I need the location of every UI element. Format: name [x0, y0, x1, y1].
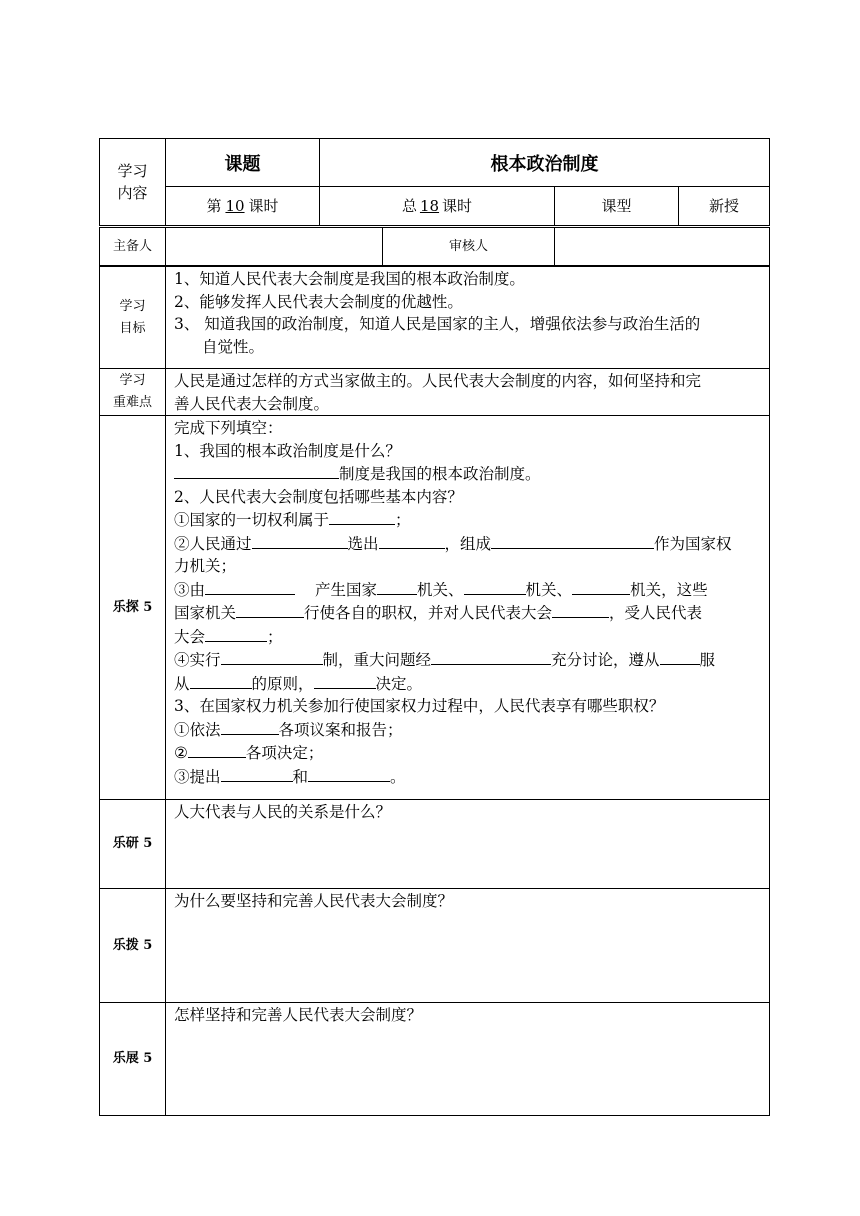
blank-field[interactable]: [205, 625, 267, 642]
lesson-number: 10: [225, 197, 245, 215]
research-question: 人大代表与人民的关系是什么？: [174, 803, 392, 821]
answer-2a-line: ①国家的一切权利属于 ；: [174, 508, 769, 532]
goals-label-line2: 目标: [119, 320, 146, 336]
reviewer-label-cell: [382, 227, 555, 266]
answer-2c-line: ③由 产生国家 机关、 机关、 机关，这些: [174, 578, 769, 602]
keypoints-content-cell: [165, 368, 770, 416]
keypoints-label-cell: [99, 368, 166, 416]
blank-field[interactable]: [552, 601, 609, 618]
explore-intro: 完成下列填空：: [174, 419, 283, 437]
topic-title: 根本政治制度: [490, 153, 599, 175]
show-content-cell: [165, 1002, 770, 1116]
blank-field[interactable]: [205, 578, 295, 595]
blank-field[interactable]: [221, 648, 323, 665]
answer-2c-line2: 国家机关 行使各自的职权，并对人民代表大会 ，受人民代表: [174, 601, 769, 625]
lesson-prefix: 第: [206, 197, 222, 215]
research-label-cell: [99, 799, 166, 889]
study-content-label-cell: [99, 138, 166, 226]
keypoints-line-1: 人民是通过怎样的方式当家做主的。人民代表大会制度的内容，如何坚持和完: [174, 372, 702, 390]
goals-content-cell: [165, 266, 770, 369]
research-label: 乐研 5: [112, 836, 153, 851]
research-content-cell: [165, 799, 770, 889]
total-suffix: 课时: [442, 197, 473, 215]
blank-field[interactable]: [379, 532, 445, 549]
blank-field[interactable]: [377, 578, 417, 595]
topic-label-cell: [165, 138, 320, 187]
blank-field[interactable]: [314, 672, 376, 689]
goals-label-cell: [99, 266, 166, 369]
guide-label: 乐拨 5: [112, 937, 153, 953]
blank-field[interactable]: [190, 672, 252, 689]
show-question: 怎样坚持和完善人民代表大会制度？: [174, 1006, 423, 1024]
preparer-value-cell: [165, 227, 383, 266]
answer-2d-line2: 从 的原则， 决定。: [174, 672, 769, 696]
blank-field[interactable]: [491, 532, 654, 549]
goal-item-3-continued: 自觉性。: [202, 337, 265, 356]
explore-label-cell: [99, 415, 166, 800]
show-label-cell: [99, 1002, 166, 1116]
answer-2b-line2: 力机关；: [174, 557, 237, 575]
keypoints-label-line2: 重难点: [112, 395, 152, 410]
blank-field[interactable]: [660, 648, 700, 665]
reviewer-value-cell: [554, 227, 770, 266]
blank-field[interactable]: [174, 462, 339, 479]
answer-3b-line: ② 各项决定；: [174, 741, 769, 765]
answer-1-line: 制度是我国的根本政治制度。: [174, 462, 769, 486]
guide-question: 为什么要坚持和完善人民代表大会制度？: [174, 892, 454, 910]
answer-2d-line: ④实行 制，重大问题经 充分讨论，遵从 服: [174, 648, 769, 672]
topic-label: 课题: [224, 153, 261, 175]
question-2: 2、人民代表大会制度包括哪些基本内容？: [174, 487, 463, 506]
goal-item-1: 1、知道人民代表大会制度是我国的根本政治制度。: [174, 270, 525, 288]
type-value-cell: [678, 186, 770, 226]
blank-field[interactable]: [221, 718, 279, 735]
keypoints-line-2: 善人民代表大会制度。: [174, 394, 330, 413]
type-value: 新授: [708, 197, 739, 215]
goals-label-line1: 学习: [119, 298, 146, 314]
blank-field[interactable]: [464, 578, 526, 595]
show-label: 乐展 5: [112, 1051, 153, 1066]
blank-field[interactable]: [431, 648, 551, 665]
answer-3c-line: ③提出 和 。: [174, 765, 769, 789]
preparer-label: 主备人: [112, 238, 152, 254]
total-prefix: 总: [401, 197, 417, 215]
guide-label-cell: [99, 888, 166, 1003]
goal-item-3: 3、 知道我国的政治制度，知道人民是国家的主人，增强依法参与政治生活的: [174, 315, 701, 333]
answer-2b-line: ②人民通过 选出 ，组成 作为国家权: [174, 532, 769, 556]
total-number: 18: [419, 197, 440, 215]
reviewer-label: 审核人: [448, 238, 488, 254]
blank-field[interactable]: [308, 765, 390, 782]
lesson-number-cell: [165, 186, 320, 226]
blank-field[interactable]: [221, 765, 293, 782]
study-content-label-line2: 内容: [117, 184, 148, 202]
keypoints-label-line1: 学习: [119, 373, 146, 388]
question-3: 3、在国家权力机关参加行使国家权力过程中，人民代表享有哪些职权？: [174, 697, 665, 715]
answer-2c-line3: 大会 ；: [174, 625, 769, 649]
blank-field[interactable]: [188, 741, 246, 758]
guide-content-cell: [165, 888, 770, 1003]
type-label: 课型: [601, 197, 632, 215]
answer-3a-line: ①依法 各项议案和报告；: [174, 718, 769, 742]
blank-field[interactable]: [329, 508, 395, 525]
blank-field[interactable]: [236, 601, 304, 618]
total-lessons-cell: [319, 186, 555, 226]
question-1: 1、我国的根本政治制度是什么？: [174, 441, 401, 460]
topic-value-cell: [319, 138, 770, 187]
goal-item-2: 2、能够发挥人民代表大会制度的优越性。: [174, 292, 463, 311]
lesson-suffix: 课时: [248, 197, 279, 215]
blank-field[interactable]: [252, 532, 348, 549]
blank-field[interactable]: [572, 578, 630, 595]
explore-content-cell: [165, 415, 770, 800]
preparer-label-cell: [99, 227, 166, 266]
explore-label: 乐探 5: [112, 599, 153, 615]
study-content-label-line1: 学习: [117, 162, 148, 180]
type-label-cell: [554, 186, 679, 226]
